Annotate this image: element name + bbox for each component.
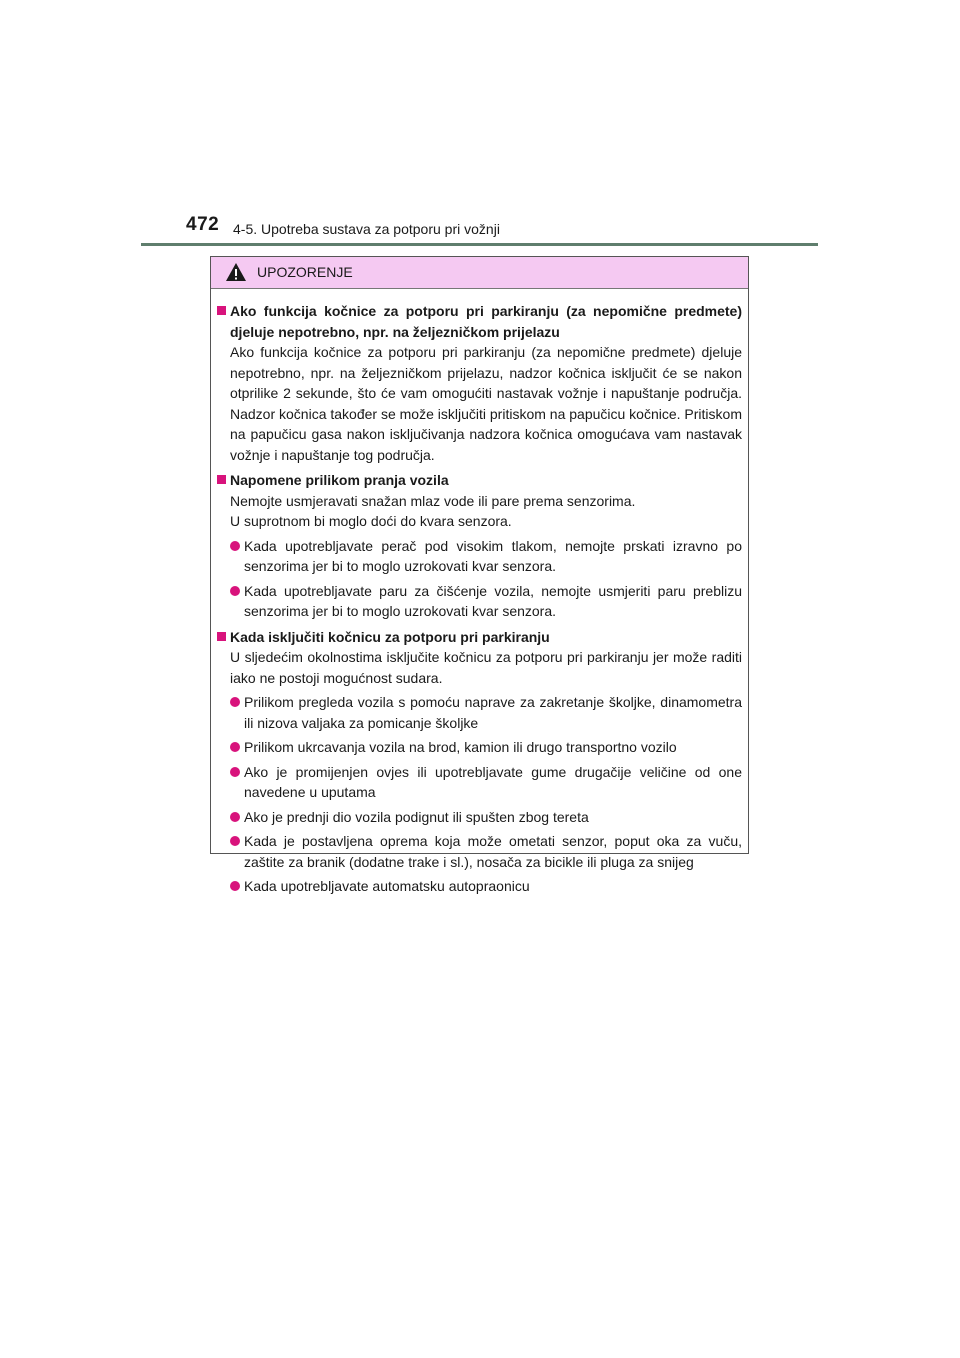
section-heading: Ako funkcija kočnice za potporu pri parkiranju (za nepomične predmete) djeluje nepotrebno, npr. na željezničkom prijelazu [217, 301, 742, 342]
section-heading: Napomene prilikom pranja vozila [217, 470, 742, 491]
circle-bullet-icon [230, 767, 240, 777]
header-rule [141, 243, 818, 246]
warning-header [211, 257, 748, 289]
square-bullet-icon [217, 632, 226, 641]
circle-bullet-icon [230, 836, 240, 846]
list-item: Prilikom pregleda vozila s pomoću naprave za zakretanje školjke, dinamometra ili nizova valjaka za pomicanje školjke [217, 692, 742, 733]
warning-section [217, 470, 742, 622]
warning-label: UPOZORENJE [257, 264, 353, 280]
circle-bullet-icon [230, 881, 240, 891]
list-item: Kada upotrebljavate automatsku autopraonicu [217, 876, 742, 897]
circle-bullet-icon [230, 742, 240, 752]
warning-triangle-icon [225, 262, 247, 282]
square-bullet-icon [217, 475, 226, 484]
section-heading: Kada isključiti kočnicu za potporu pri parkiranju [217, 627, 742, 648]
page-number: 472 [186, 214, 220, 235]
warning-section [217, 627, 742, 897]
section-paragraph: U suprotnom bi moglo doći do kvara senzora. [230, 513, 512, 529]
warning-box [210, 256, 749, 894]
circle-bullet-icon [230, 812, 240, 822]
section-paragraph: Ako funkcija kočnice za potporu pri parkiranju (za nepomične predmete) djeluje nepotrebno, npr. na željezničkom prijelazu, nadzor kočnica isključit će se nakon otprilike 2 sekunde, što će vam omogućiti nastavak vožnje i napuštanje područja. Nadzor kočnica također se može isključiti pritiskom na papučicu kočnice. Pritiskom na papučicu gasa nakon isključivanja nadzora kočnica omogućava vam nastavak vožnje i napuštanje tog područja. [230, 344, 742, 463]
list-item: Kada upotrebljavate paru za čišćenje vozila, nemojte usmjeriti paru preblizu senzorima jer bi to moglo uzrokovati kvar senzora. [217, 581, 742, 622]
list-item: Prilikom ukrcavanja vozila na brod, kamion ili drugo transportno vozilo [217, 737, 742, 758]
square-bullet-icon [217, 306, 226, 315]
circle-bullet-icon [230, 541, 240, 551]
circle-bullet-icon [230, 697, 240, 707]
list-item: Ako je promijenjen ovjes ili upotrebljavate gume drugačije veličine od one navedene u uputama [217, 762, 742, 803]
list-item: Kada je postavljena oprema koja može ometati senzor, poput oka za vuču, zaštite za branik (dodatne trake i sl.), nosača za bicikle ili pluga za snijeg [217, 831, 742, 872]
list-item: Ako je prednji dio vozila podignut ili spušten zbog tereta [217, 807, 742, 828]
section-paragraph: U sljedećim okolnostima isključite kočnicu za potporu pri parkiranju jer može raditi iako ne postoji mogućnost sudara. [230, 649, 742, 686]
warning-body [211, 289, 748, 897]
section-title: 4-5. Upotreba sustava za potporu pri vožnji [233, 221, 500, 237]
list-item: Kada upotrebljavate perač pod visokim tlakom, nemojte prskati izravno po senzorima jer bi to moglo uzrokovati kvar senzora. [217, 536, 742, 577]
circle-bullet-icon [230, 586, 240, 596]
section-paragraph: Nemojte usmjeravati snažan mlaz vode ili pare prema senzorima. [230, 492, 636, 509]
warning-section [217, 301, 742, 465]
